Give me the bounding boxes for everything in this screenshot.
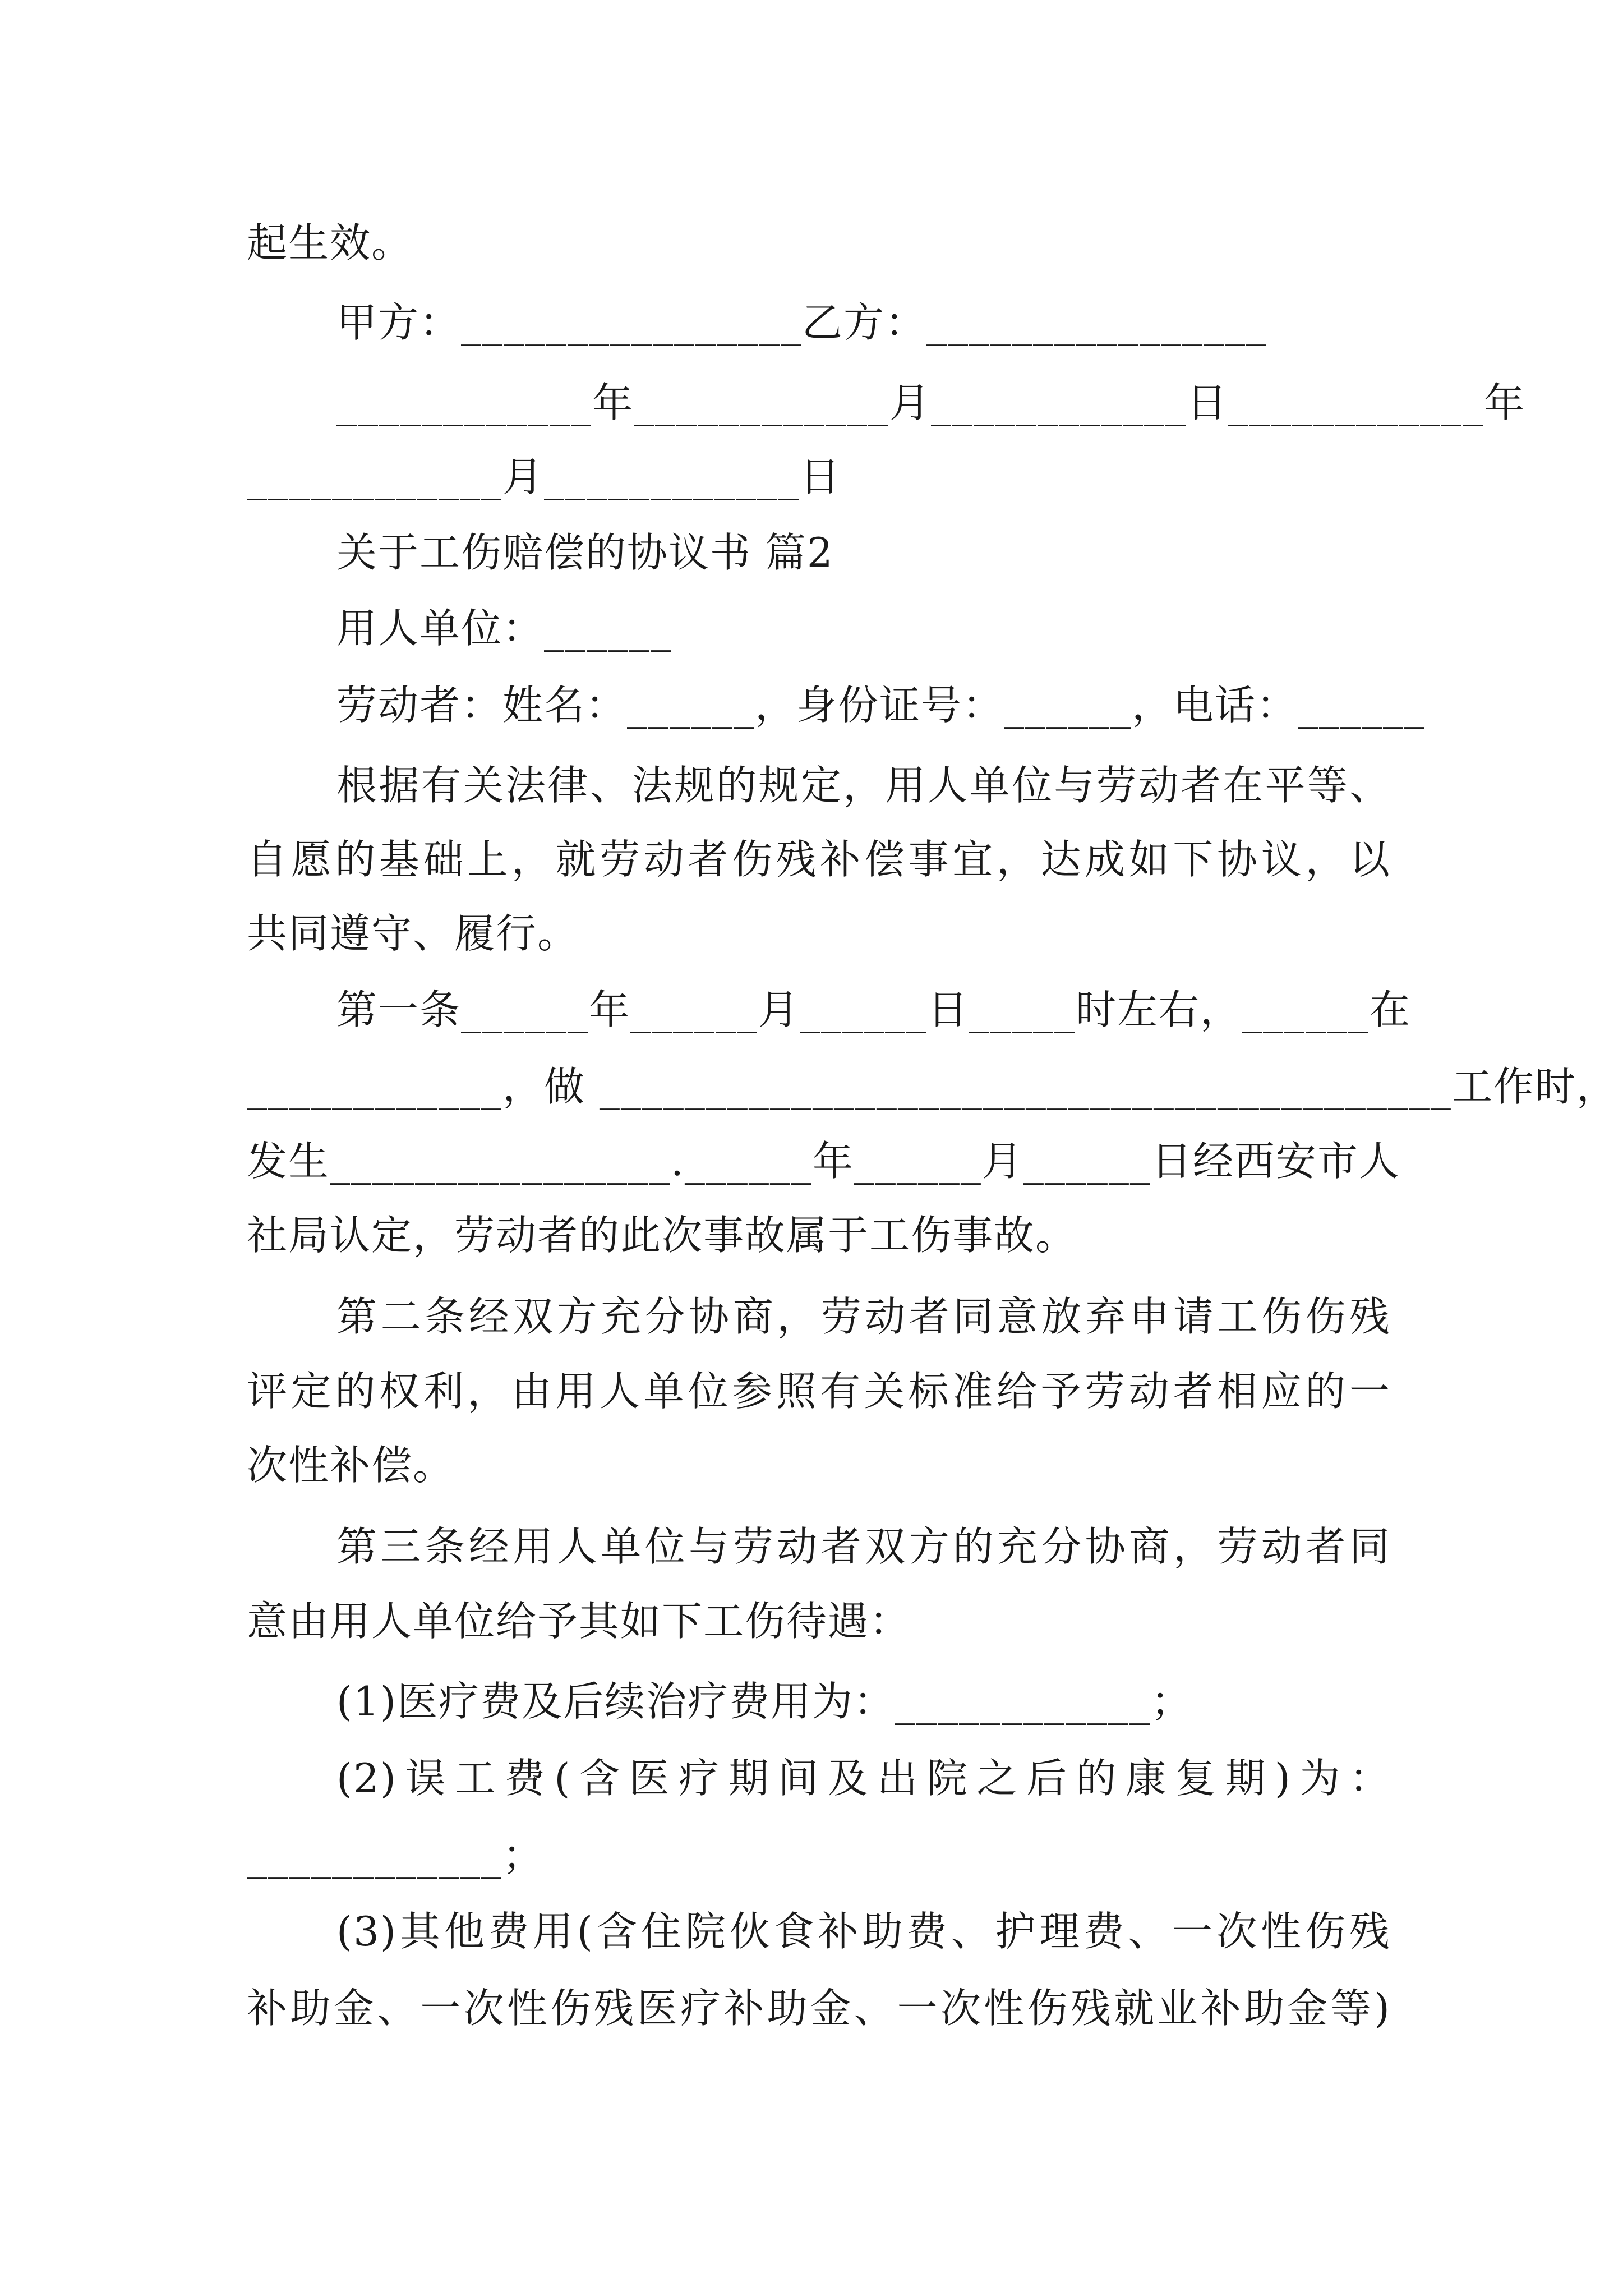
date-line-2: ____________月____________日	[247, 453, 841, 500]
worker-info-field: 劳动者：姓名：______，身份证号：______，电话：______	[336, 682, 1426, 729]
article-2-line-1: 第二条经双方充分协商，劳动者同意放弃申请工伤伤残	[336, 1293, 1391, 1340]
section-title: 关于工伤赔偿的协议书 篇2	[336, 529, 834, 576]
paragraph-preamble-line-2: 自愿的基础上，就劳动者伤残补偿事宜，达成如下协议，以	[247, 836, 1391, 883]
article-1-line-1: 第一条______年______月______日_____时左右，______在	[336, 986, 1412, 1033]
signature-line-parties: 甲方：________________乙方：________________	[336, 299, 1268, 346]
paragraph-preamble-line-3: 共同遵守、履行。	[247, 910, 579, 957]
article-3-line-1: 第三条经用人单位与劳动者双方的充分协商，劳动者同	[336, 1523, 1391, 1570]
article-1-line-4: 社局认定，劳动者的此次事故属于工伤事故。	[247, 1212, 1077, 1259]
item-3-other-line-2: 补助金、一次性伤残医疗补助金、一次性伤残就业补助金等)	[247, 1985, 1391, 2032]
item-3-other-line-1: (3)其他费用(含住院伙食补助费、护理费、一次性伤残	[336, 1908, 1391, 1955]
article-2-line-2: 评定的权利，由用人单位参照有关标准给予劳动者相应的一	[247, 1368, 1391, 1415]
article-1-line-2: ____________，做 ________________________________________工作时，	[247, 1063, 1618, 1110]
paragraph-preamble-line-1: 根据有关法律、法规的规定，用人单位与劳动者在平等、	[336, 762, 1391, 809]
article-2-line-3: 次性补偿。	[247, 1442, 455, 1489]
item-2-lost-wages-line-2: ____________；	[247, 1832, 544, 1879]
employer-field: 用人单位：______	[336, 605, 672, 652]
item-2-lost-wages-line-1: (2)误工费(含医疗期间及出院之后的康复期)为：	[336, 1755, 1391, 1802]
date-line-1: ____________年____________月____________日____________年	[336, 379, 1525, 426]
article-3-line-2: 意由用人单位给予其如下工伤待遇：	[247, 1598, 911, 1645]
article-1-line-3: 发生________________.______年______月______日经西安市人	[247, 1138, 1400, 1185]
item-1-medical: (1)医疗费及后续治疗费用为：____________；	[336, 1678, 1192, 1725]
text-line-effective: 起生效。	[247, 219, 413, 266]
